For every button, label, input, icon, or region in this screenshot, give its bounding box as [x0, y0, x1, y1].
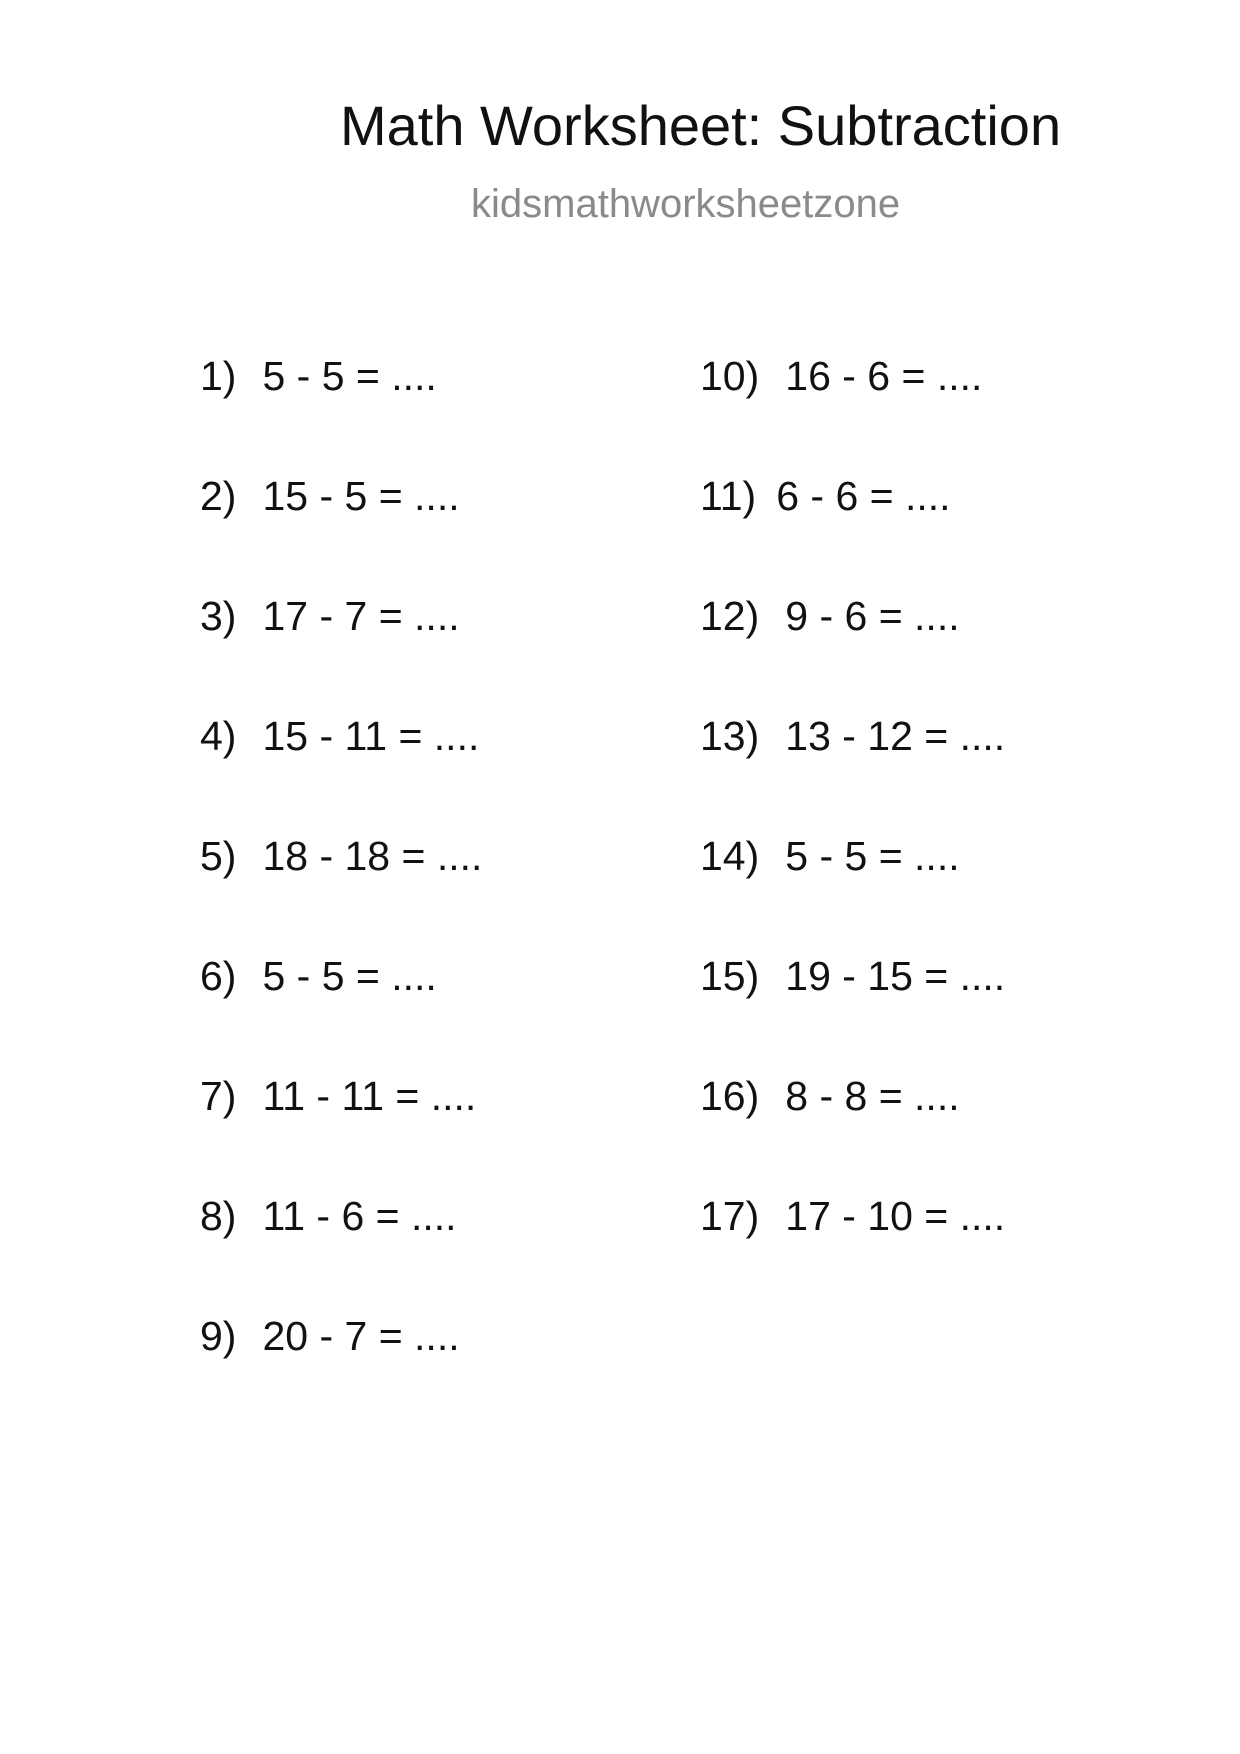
problem-item [200, 593, 460, 639]
problem-expression: 20 - 7 = .... [262, 1313, 460, 1359]
problem-item [200, 1313, 460, 1359]
problem-item [700, 953, 1006, 999]
problem-item [700, 833, 960, 879]
problem-item [200, 473, 460, 519]
problem-item [200, 1073, 477, 1119]
problem-number: 4) [200, 713, 237, 759]
problem-expression: 17 - 7 = .... [262, 593, 460, 639]
problem-item [700, 713, 1006, 759]
problem-item [700, 353, 983, 399]
problem-item [700, 1073, 960, 1119]
problem-number: 9) [200, 1313, 237, 1359]
problem-number: 1) [200, 353, 237, 399]
problem-item [700, 473, 951, 519]
problem-number: 8) [200, 1193, 237, 1239]
problem-expression: 9 - 6 = .... [785, 593, 960, 639]
problem-expression: 6 - 6 = .... [776, 473, 951, 519]
problem-expression: 11 - 6 = .... [262, 1193, 457, 1239]
problem-item [200, 353, 437, 399]
problem-expression: 15 - 5 = .... [262, 473, 460, 519]
problem-expression: 5 - 5 = .... [262, 953, 437, 999]
problem-expression: 18 - 18 = .... [262, 833, 483, 879]
problem-expression: 5 - 5 = .... [785, 833, 960, 879]
problem-number: 5) [200, 833, 237, 879]
problem-item [700, 593, 960, 639]
problem-expression: 13 - 12 = .... [785, 713, 1006, 759]
problem-expression: 16 - 6 = .... [785, 353, 983, 399]
problem-number: 11) [700, 473, 757, 519]
problem-expression: 19 - 15 = .... [785, 953, 1006, 999]
problem-number: 7) [200, 1073, 237, 1119]
problem-number: 3) [200, 593, 237, 639]
problem-item [200, 833, 483, 879]
problem-expression: 8 - 8 = .... [785, 1073, 960, 1119]
problem-number: 15) [700, 953, 760, 999]
problem-number: 16) [700, 1073, 760, 1119]
page-subtitle: kidsmathworksheetzone [471, 182, 901, 226]
problem-number: 12) [700, 593, 760, 639]
problem-item [200, 1193, 457, 1239]
problem-expression: 11 - 11 = .... [262, 1073, 477, 1119]
problem-number: 10) [700, 353, 760, 399]
problem-expression: 5 - 5 = .... [262, 353, 437, 399]
problem-expression: 15 - 11 = .... [262, 713, 480, 759]
page-title: Math Worksheet: Subtraction [340, 94, 1062, 157]
problem-item [700, 1193, 1006, 1239]
problem-expression: 17 - 10 = .... [785, 1193, 1006, 1239]
problem-item [200, 713, 480, 759]
problem-number: 13) [700, 713, 760, 759]
problem-number: 14) [700, 833, 760, 879]
problem-number: 6) [200, 953, 237, 999]
problem-number: 17) [700, 1193, 760, 1239]
problem-number: 2) [200, 473, 237, 519]
problem-item [200, 953, 437, 999]
